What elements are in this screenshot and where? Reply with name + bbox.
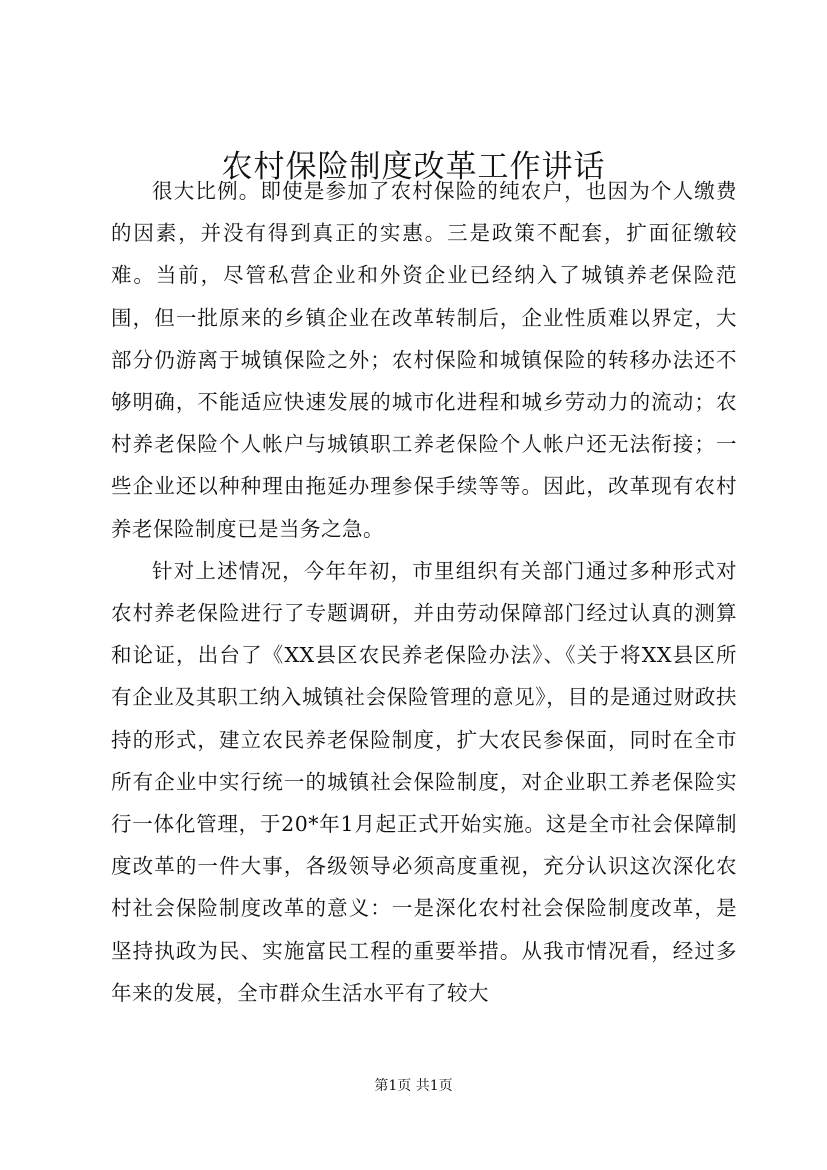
page-footer: 第1页 共1页: [374, 1078, 453, 1094]
document-title: 农村保险制度改革工作讲话: [221, 149, 606, 185]
body-paragraph-1: 很大比例。即使是参加了农村保险的纯农户，也因为个人缴费的因素，并没有得到真正的实惠。三是政策不配套，扩面征缴较难。当前，尽管私营企业和外资企业已经纳入了城镇养老保险范围，但一批原来的乡镇企业在改革转制后，企业性质难以界定，大部分仍游离于城镇保险之外；农村保险和城镇保险的转移办法还不够明确，不能适应快速发展的城市化进程和城乡劳动力的流动；农村养老保险个人帐户与城镇职工养老保险个人帐户还无法衔接；一些企业还以种种理由拖延办理参保手续等等。因此，改革现有农村养老保险制度已是当务之急。: [111, 179, 737, 541]
body-paragraph-2: 针对上述情况，今年年初，市里组织有关部门通过多种形式对农村养老保险进行了专题调研，并由劳动保障部门经过认真的测算和论证，出台了《XX县区农民养老保险办法》、《关于将XX县区所有企业及其职工纳入城镇社会保险管理的意见》，目的是通过财政扶持的形式，建立农民养老保险制度，扩大农民参保面，同时在全市所有企业中实行统一的城镇社会保险制度，对企业职工养老保险实行一体化管理，于20*年1月起正式开始实施。这是全市社会保障制度改革的一件大事，各级领导必须高度重视，充分认识这次深化农村社会保险制度改革的意义：一是深化农村社会保险制度改革，是坚持执政为民、实施富民工程的重要举措。从我市情况看，经过多年来的发展，全市群众生活水平有了较大: [111, 558, 737, 1005]
document-body: [111, 170, 737, 1014]
